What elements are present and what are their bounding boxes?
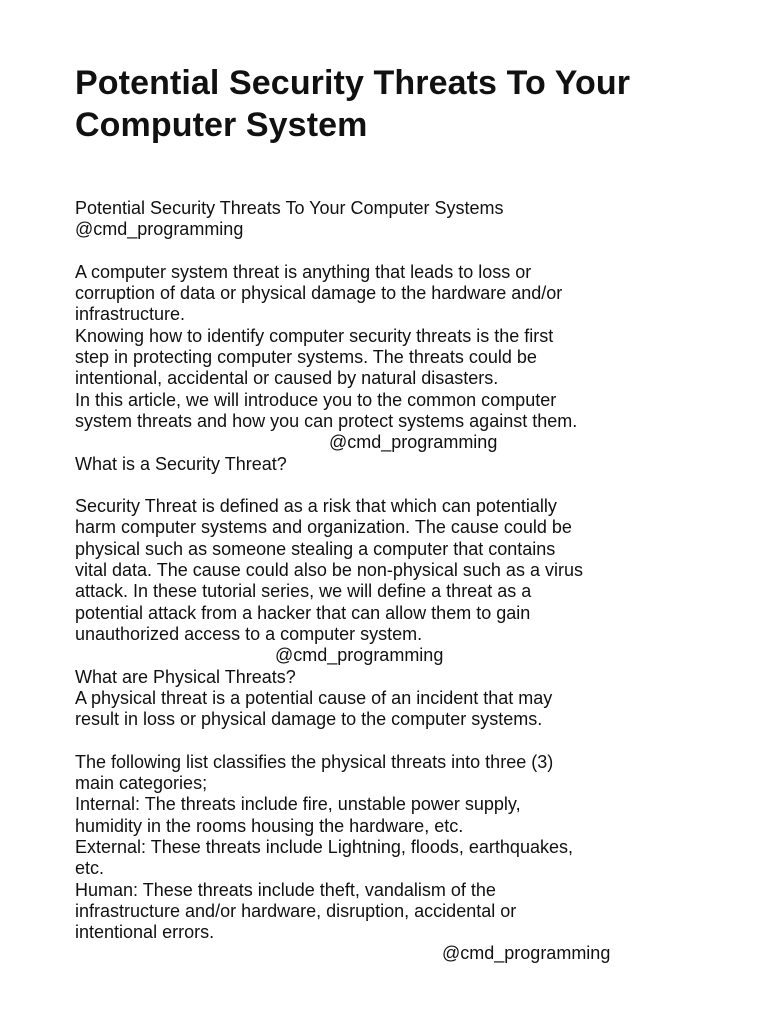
body-line: The following list classifies the physical threats into three (3) — [75, 751, 554, 772]
list-item-human-cont: infrastructure and/or hardware, disruption, accidental or — [75, 900, 517, 921]
author-handle: @cmd_programming — [442, 943, 611, 964]
body-line: unauthorized access to a computer system. — [75, 623, 423, 644]
body-line: result in loss or physical damage to the computer systems. — [75, 709, 543, 730]
body-line: main categories; — [75, 773, 208, 794]
list-item-external-cont: etc. — [75, 858, 105, 879]
intro-heading-line: Potential Security Threats To Your Computer Systems — [75, 198, 504, 218]
body-line: A physical threat is a potential cause of an incident that may — [75, 687, 553, 708]
body-line: intentional, accidental or caused by natural disasters. — [75, 368, 499, 389]
section-heading-security-threat: What is a Security Threat? — [75, 453, 287, 474]
list-item-internal: Internal: The threats include fire, unstable power supply, — [75, 794, 521, 815]
body-line: Knowing how to identify computer security threats is the first — [75, 325, 554, 346]
list-item-human: Human: These threats include theft, vandalism of the — [75, 879, 496, 900]
body-line: vital data. The cause could also be non-physical such as a virus — [75, 560, 583, 581]
body-line: A computer system threat is anything that leads to loss or — [75, 261, 532, 282]
body-line: step in protecting computer systems. The threats could be — [75, 347, 537, 368]
body-line: infrastructure. — [75, 304, 186, 325]
paragraph-spacer — [75, 730, 705, 751]
body-line: corruption of data or physical damage to the hardware and/or — [75, 283, 563, 304]
document-body — [75, 198, 705, 965]
list-item-internal-cont: humidity in the rooms housing the hardware, etc. — [75, 815, 464, 836]
body-line: system threats and how you can protect systems against them. — [75, 410, 578, 431]
author-handle: @cmd_programming — [329, 432, 498, 453]
body-line: Security Threat is defined as a risk that which can potentially — [75, 496, 557, 517]
author-handle: @cmd_programming — [275, 645, 444, 666]
document-page — [75, 62, 705, 965]
paragraph-spacer — [75, 241, 705, 262]
body-line: potential attack from a hacker that can allow them to gain — [75, 602, 531, 623]
document-title: Potential Security Threats To Your Computer System — [75, 64, 631, 144]
body-line: attack. In these tutorial series, we will define a threat as a — [75, 581, 532, 602]
body-line: In this article, we will introduce you to the common computer — [75, 389, 557, 410]
list-item-human-cont: intentional errors. — [75, 922, 215, 943]
paragraph-spacer — [75, 475, 705, 496]
list-item-external: External: These threats include Lightning, floods, earthquakes, — [75, 836, 573, 857]
author-handle: @cmd_programming — [75, 219, 244, 240]
body-line: physical such as someone stealing a computer that contains — [75, 538, 556, 559]
section-heading-physical-threats: What are Physical Threats? — [75, 666, 296, 687]
body-line: harm computer systems and organization. The cause could be — [75, 517, 572, 538]
